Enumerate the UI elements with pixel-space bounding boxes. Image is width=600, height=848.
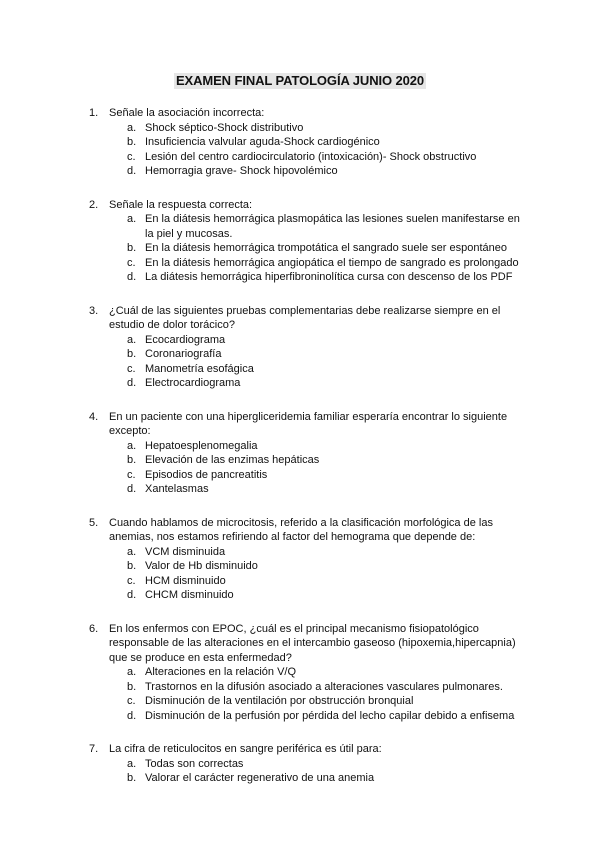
option-text: Lesión del centro cardiocirculatorio (intoxicación)- Shock obstructivo (145, 150, 477, 163)
option-letter: b. (127, 242, 137, 254)
question-text: En un paciente con una hipergliceridemia familiar esperaría encontrar lo siguiente excepto: (109, 410, 508, 437)
option-letter: b. (127, 348, 137, 360)
question-5 (87, 516, 527, 603)
question-2 (87, 198, 527, 285)
option-letter: a. (127, 439, 137, 452)
option-letter: d. (127, 709, 137, 722)
option-list (109, 665, 527, 723)
option-2-a (109, 212, 527, 241)
option-1-d (109, 164, 527, 179)
option-text: Hepatoesplenomegalia (145, 439, 258, 452)
option-5-d (109, 588, 527, 603)
option-letter: a. (127, 545, 137, 558)
option-4-d (109, 482, 527, 497)
option-text: En la diátesis hemorrágica angiopática el tiempo de sangrado es prolongado (145, 256, 519, 269)
option-3-b (109, 347, 527, 362)
option-text: Valor de Hb disminuido (145, 560, 258, 572)
option-4-a (109, 439, 527, 454)
page-title: EXAMEN FINAL PATOLOGÍA JUNIO 2020 (175, 73, 425, 88)
option-text: Todas son correctas (145, 757, 244, 770)
option-3-c (109, 362, 527, 377)
option-letter: a. (127, 333, 137, 346)
option-text: CHCM disminuido (145, 589, 234, 601)
option-letter: c. (127, 256, 136, 269)
question-number: 5. (89, 516, 99, 529)
option-list (109, 439, 527, 497)
question-number: 3. (89, 304, 99, 317)
option-letter: a. (127, 121, 137, 134)
option-2-d (109, 270, 527, 285)
option-list (109, 212, 527, 285)
question-7 (87, 742, 527, 786)
option-text: La diátesis hemorrágica hiperfibroninolítica cursa con descenso de los PDF (145, 271, 513, 283)
option-text: En la diátesis hemorrágica trompotática el sangrado suele ser espontáneo (145, 242, 507, 254)
option-letter: c. (127, 362, 136, 375)
option-letter: a. (127, 213, 137, 225)
question-text: Señale la asociación incorrecta: (109, 107, 265, 119)
option-5-c (109, 574, 527, 589)
option-2-b (109, 241, 527, 256)
option-text: Episodios de pancreatitis (145, 468, 268, 481)
question-number: 1. (89, 107, 99, 119)
question-4 (87, 410, 527, 497)
option-letter: b. (127, 454, 137, 466)
option-text: Valorar el carácter regenerativo de una anemia (145, 772, 375, 784)
question-number: 6. (89, 622, 99, 635)
question-text: Cuando hablamos de microcitosis, referido a la clasificación morfológica de las anemias, nos estamos refiriendo al factor del hemograma que depende de: (109, 516, 493, 543)
option-text: Alteraciones en la relación V/Q (145, 666, 297, 678)
option-letter: a. (127, 757, 137, 770)
option-text: Shock séptico-Shock distributivo (145, 121, 304, 134)
question-text: ¿Cuál de las siguientes pruebas complementarias debe realizarse siempre en el estudio de dolor torácico? (109, 304, 501, 331)
option-6-b (109, 680, 527, 695)
option-text: Ecocardiograma (145, 333, 226, 346)
question-text: La cifra de reticulocitos en sangre periférica es útil para: (109, 743, 382, 755)
option-letter: d. (127, 377, 137, 389)
option-text: VCM disminuida (145, 545, 226, 558)
option-letter: c. (127, 574, 136, 587)
option-5-a (109, 545, 527, 560)
option-text: Disminución de la ventilación por obstrucción bronquial (145, 695, 414, 707)
option-letter: d. (127, 483, 137, 495)
option-text: Coronariografía (145, 348, 222, 360)
option-7-b (109, 771, 527, 786)
question-1 (87, 106, 527, 179)
option-letter: d. (127, 271, 137, 283)
option-list (109, 333, 527, 391)
option-letter: d. (127, 165, 137, 177)
option-1-b (109, 135, 527, 150)
question-number: 2. (89, 198, 99, 211)
option-text: Manometría esofágica (145, 362, 254, 375)
option-3-d (109, 376, 527, 391)
option-text: Xantelasmas (145, 483, 209, 495)
option-text: Disminución de la perfusión por pérdida del lecho capilar debido a enfisema (145, 709, 515, 722)
title-wrap (0, 72, 600, 90)
option-letter: b. (127, 136, 137, 148)
question-3 (87, 304, 527, 391)
option-5-b (109, 559, 527, 574)
option-letter: c. (127, 150, 136, 163)
option-list (109, 121, 527, 179)
option-letter: b. (127, 680, 137, 693)
option-6-c (109, 694, 527, 709)
option-letter: c. (127, 695, 136, 707)
question-text: En los enfermos con EPOC, ¿cuál es el principal mecanismo fisiopatológico responsable de las alteraciones en el intercambio gaseoso (hipoxemia,hipercapnia) que se produce en esta enfermedad? (109, 622, 516, 664)
question-number: 4. (89, 410, 99, 423)
option-1-c (109, 150, 527, 165)
option-text: Insuficiencia valvular aguda-Shock cardiogénico (145, 136, 380, 148)
option-6-a (109, 665, 527, 680)
option-letter: d. (127, 589, 137, 601)
option-list (109, 545, 527, 603)
option-list (109, 757, 527, 786)
option-6-d (109, 709, 527, 724)
option-1-a (109, 121, 527, 136)
option-letter: a. (127, 666, 137, 678)
option-text: Hemorragia grave- Shock hipovolémico (145, 165, 338, 177)
option-2-c (109, 256, 527, 271)
option-3-a (109, 333, 527, 348)
option-7-a (109, 757, 527, 772)
option-text: En la diátesis hemorrágica plasmopática las lesiones suelen manifestarse en la piel y mucosas. (145, 213, 520, 240)
option-4-c (109, 468, 527, 483)
option-4-b (109, 453, 527, 468)
question-6 (87, 622, 527, 724)
option-letter: b. (127, 560, 137, 572)
option-text: Trastornos en la difusión asociado a alteraciones vasculares pulmonares. (145, 680, 503, 693)
question-text: Señale la respuesta correcta: (109, 198, 253, 211)
option-letter: b. (127, 772, 137, 784)
option-text: HCM disminuido (145, 574, 226, 587)
question-list (87, 106, 527, 805)
question-number: 7. (89, 743, 99, 755)
option-letter: c. (127, 468, 136, 481)
option-text: Elevación de las enzimas hepáticas (145, 454, 320, 466)
option-text: Electrocardiograma (145, 377, 241, 389)
